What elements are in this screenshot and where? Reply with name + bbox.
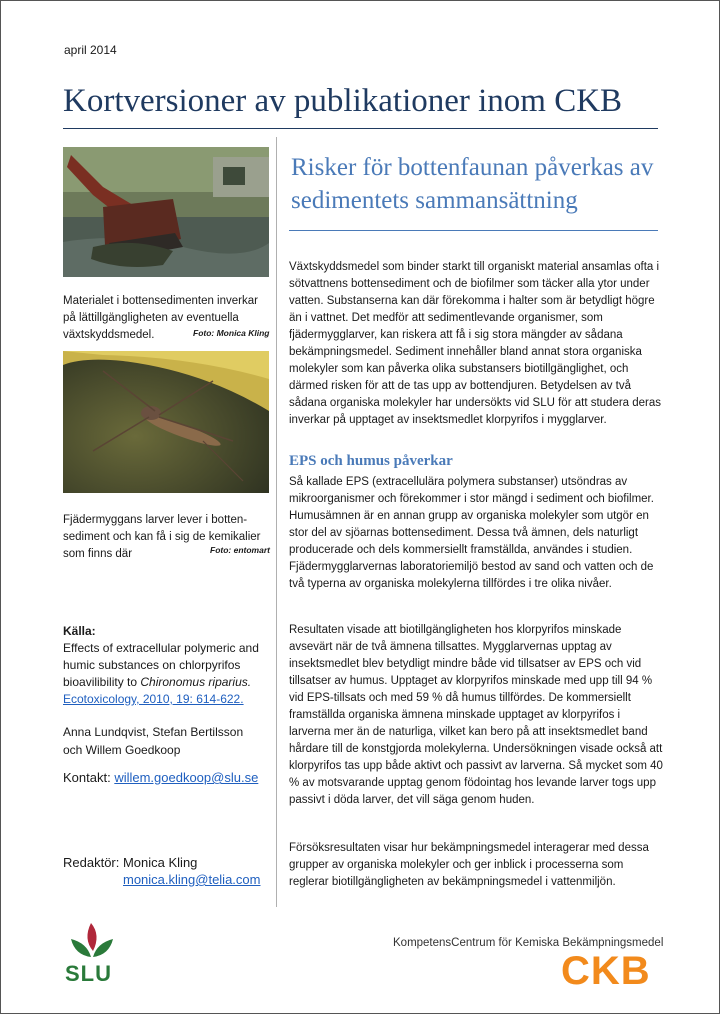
ckb-tagline: KompetensCentrum för Kemiska Bekämpningsmedel	[393, 937, 664, 949]
source-reference	[63, 623, 273, 708]
photo-credit-2: Foto: entomart	[210, 545, 270, 555]
editor-label: Redaktör: Monica Kling	[63, 855, 198, 870]
photo-credit-1: Foto: Monica Kling	[193, 328, 270, 338]
author-list	[63, 723, 243, 759]
ckb-logo: CKB	[561, 949, 651, 993]
newsletter-title: Kortversioner av publikationer inom CKB	[63, 83, 623, 119]
article-paragraph-3: Resultaten visade att biotillgängligheten hos klorpyrifos minskade avsevärt när de två ämnena tillsattes. Mygglarvernas upptag av insektsmedlet blev betydligt mindre både vid tillsatser av EPS och vid tillsatser av humus. Upptaget av klorpyrifos minskade med upp till 94 % vid EPS-tillsats och med 59 % då humus tillfördes. De kommersiellt framställda organiska ämnena minskade upptaget av klorpyrifos i larverna mer än de naturliga, vilket kan bero på att insektsmedlet band hårdare till de konstgjorda molekylerna. Undersökningen visade också att klorpyrifos tas upp både aktivt och passivt av larverna. Så mycket som 40 % av motsvarande upptag genom födointag hos levande larver togs upp passivt i döda larver, det vill säga genom huden.	[289, 624, 663, 806]
article-title: Risker för bottenfaunan påverkas av sedimentets sammansättning	[291, 154, 654, 214]
section-heading: EPS och humus påverkar	[289, 453, 453, 469]
title-divider	[63, 128, 658, 129]
midge-photo	[63, 351, 269, 493]
article-paragraph-2: Så kallade EPS (extracellulära polymera substanser) utsöndras av mikroorganismer och förekommer i stor mängd i sediment och biofilmer. Humusämnen är en annan grupp av organiska molekyler som utgör en stor del av sjöarnas bottensediment. Dessa två ämnen, dels naturligt producerade och dels kommersiellt framställda, användes i studien. Fjädermygglarvernas laboratoriemiljö bestod av sand och vatten och de två typerna av organiska molekylerna tillfördes i tre olika nivåer.	[289, 476, 654, 590]
contact-label: Kontakt:	[63, 770, 115, 785]
authors-line-2: och Willem Goedkoop	[63, 743, 181, 757]
editor-info	[63, 854, 260, 888]
excavator-photo	[63, 147, 269, 277]
column-divider	[276, 137, 277, 907]
source-label: Källa:	[63, 624, 96, 638]
issue-date: april 2014	[64, 43, 117, 57]
journal-link[interactable]: Ecotoxicology, 2010, 19: 614-622.	[63, 692, 244, 706]
source-citation: Effects of extracellular polymeric and humic substances on chlorpyrifos bioavilibility to	[63, 641, 259, 689]
article-paragraph-1: Växtskyddsmedel som binder starkt till organiskt material ansamlas ofta i sötvattnens bottensediment och de biofilmer som täcker alla ytor under vatten. Substanserna kan där förekomma i halter som är betydligt högre än i vattnet. Det medför att sedimentlevande organismer, som fjädermygglarver, kan riskera att få i sig stora mängder av sådana bekämpningsmedel. Sediment innehåller bland annat stora organiska molekyler som kan påverka olika substansers biotillgänglighet, och därmed risken för att de tas upp av bottendjuren. Betydelsen av två sådana organiska molekyler har undersökts vid SLU för att studera deras inverkar på upptaget av insektsmedlet klorpyrifos i mygglarver.	[289, 261, 662, 426]
article-title-divider	[289, 230, 658, 231]
editor-email-link[interactable]: monica.kling@telia.com	[123, 872, 261, 887]
photo-caption-2: Fjädermyggans larver lever i botten-sediment och kan få i sig de kemikalier som finns där	[63, 514, 261, 560]
article-paragraph-4: Försöksresultaten visar hur bekämpningsmedel interagerar med dessa grupper av organiska molekyler och ger inblick i processerna som reglerar biotillgängligheten av bekämpningsmedel i vattenmiljön.	[289, 842, 649, 888]
slu-logo: SLU	[65, 961, 112, 986]
authors-line-1: Anna Lundqvist, Stefan Bertilsson	[63, 725, 244, 739]
contact-email-link[interactable]: willem.goedkoop@slu.se	[114, 770, 259, 785]
photo-caption-1: Materialet i bottensedimenten inverkar på lättillgängligheten av eventuella växtskyddsmedel.	[63, 295, 258, 341]
contact-info	[63, 770, 258, 785]
species-name: Chironomus riparius.	[140, 675, 252, 689]
